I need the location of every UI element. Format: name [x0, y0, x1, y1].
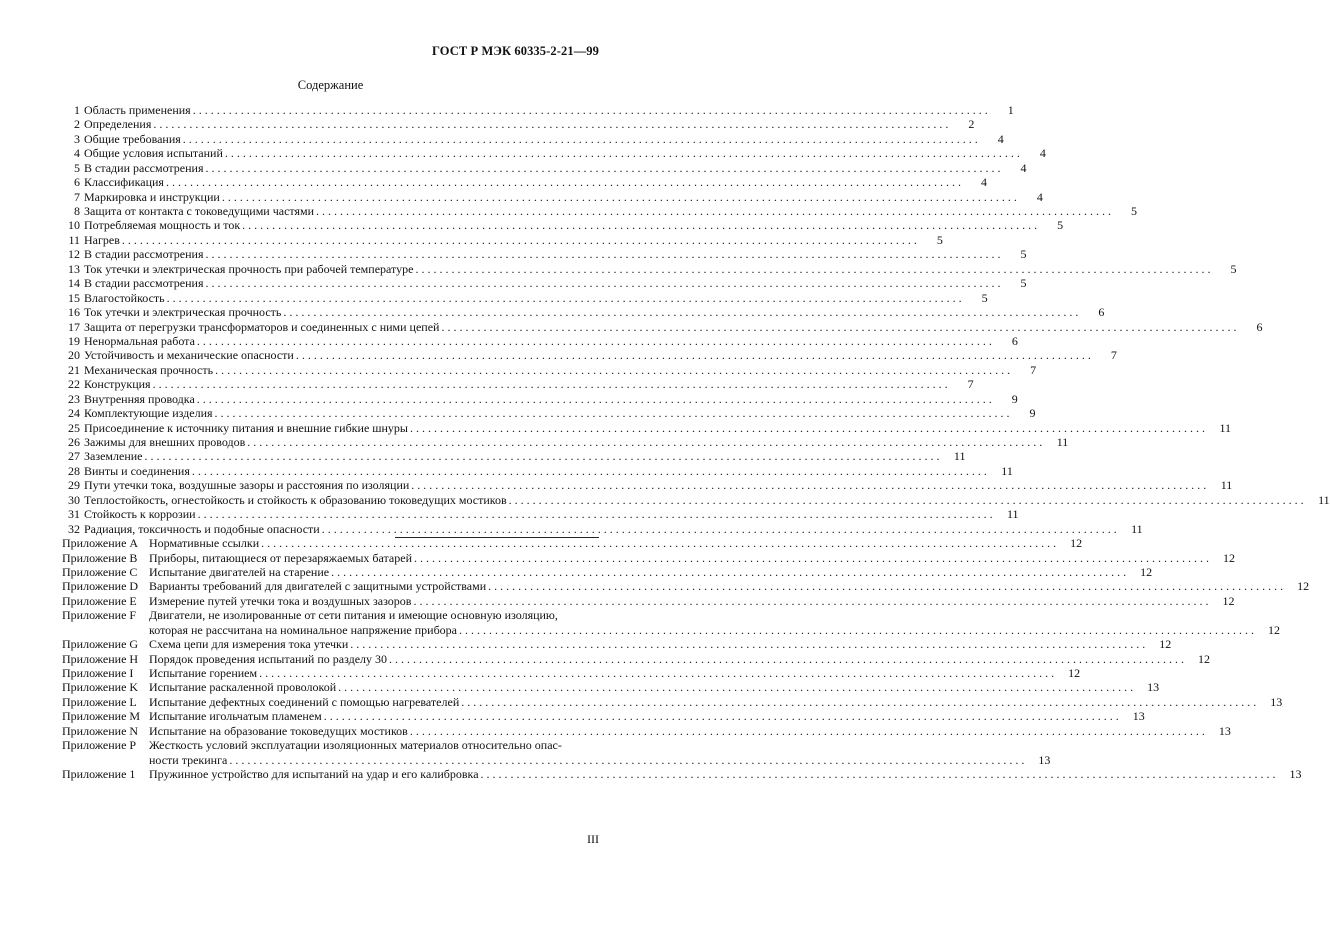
- section-number: 1: [74, 102, 80, 117]
- leader-dots: [259, 536, 1058, 550]
- page-ref: 6: [1098, 305, 1105, 320]
- section-title: В стадии рассмотрения: [84, 247, 204, 262]
- toc-entry[interactable]: [62, 247, 1027, 262]
- page-ref: 12: [1070, 536, 1083, 551]
- section-number: 10: [68, 218, 80, 233]
- section-title: Ненормальная работа: [84, 333, 195, 348]
- toc-entry[interactable]: [62, 449, 966, 464]
- appendix-letter: G: [129, 637, 139, 652]
- appendix-prefix: Приложение: [62, 536, 127, 551]
- leader-dots: [204, 161, 1003, 175]
- page-ref: 12: [1140, 564, 1153, 579]
- leader-dots: [151, 377, 950, 391]
- section-number: 21: [68, 362, 80, 377]
- toc-entry[interactable]: [62, 435, 1069, 450]
- toc-appendix-entry[interactable]: [62, 694, 1283, 709]
- toc-entry[interactable]: [62, 261, 1237, 276]
- appendix-label: [62, 594, 149, 608]
- page-ref: 11: [1318, 492, 1330, 507]
- appendix-prefix: Приложение: [62, 564, 127, 579]
- section-title: Общие требования: [84, 131, 181, 146]
- page-ref: 13: [1038, 752, 1051, 767]
- toc-entry[interactable]: [62, 406, 1036, 421]
- leader-dots: [486, 579, 1285, 593]
- page-ref: 9: [1029, 406, 1036, 421]
- appendix-prefix: Приложение: [62, 651, 127, 666]
- leader-dots: [314, 204, 1113, 218]
- leader-dots: [408, 421, 1207, 435]
- appendix-title: Схема цепи для измерения тока утечки: [149, 637, 349, 652]
- appendix-letter: D: [129, 579, 139, 594]
- section-number: 20: [68, 348, 80, 363]
- appendix-label: [62, 738, 149, 752]
- leader-dots: [320, 522, 1119, 536]
- page-ref: 5: [1131, 204, 1138, 219]
- appendix-prefix: Приложение: [62, 593, 127, 608]
- section-number: 15: [68, 290, 80, 305]
- appendix-title: Варианты требований для двигателей с защитными устройствами: [149, 579, 487, 594]
- page-ref: 6: [1011, 333, 1018, 348]
- toc-appendix-entry[interactable]: [62, 550, 1235, 565]
- section-number: 17: [68, 319, 80, 334]
- toc-entry[interactable]: [62, 131, 1004, 146]
- leader-dots: [204, 276, 1003, 290]
- appendix-title: Жесткость условий эксплуатации изоляционных материалов относительно опас-: [149, 738, 562, 753]
- section-number: 24: [68, 406, 80, 421]
- appendix-title: Пружинное устройство для испытаний на удар и его калибровка: [149, 767, 479, 782]
- page-ref: 7: [1110, 348, 1117, 363]
- appendix-title-block: [149, 608, 1280, 637]
- page-ref: 5: [981, 290, 988, 305]
- toc-entry[interactable]: [62, 521, 1143, 536]
- appendix-prefix: Приложение: [62, 666, 127, 681]
- appendix-title: Испытание на образование токоведущих мостиков: [149, 723, 408, 738]
- section-number: 12: [68, 247, 80, 262]
- leader-dots: [413, 262, 1212, 276]
- page-ref: 4: [980, 175, 987, 190]
- appendix-prefix: Приложение: [62, 723, 127, 738]
- leader-dots: [181, 132, 980, 146]
- page-ref: 12: [1297, 579, 1310, 594]
- section-number: 6: [74, 175, 80, 190]
- toc-entry[interactable]: [62, 290, 988, 305]
- appendix-letter: I: [129, 666, 134, 681]
- appendix-label: [62, 709, 149, 723]
- leader-dots: [164, 175, 963, 189]
- table-of-contents: [62, 102, 1330, 782]
- section-title: Механическая прочность: [84, 362, 214, 377]
- appendix-label: [62, 551, 149, 565]
- appendix-prefix: Приложение: [62, 738, 127, 753]
- section-number: 5: [74, 160, 80, 175]
- appendix-title: Испытание игольчатым пламенем: [149, 709, 322, 724]
- appendix-title-continued-line: [149, 753, 1050, 767]
- section-number: 32: [68, 521, 80, 536]
- page-ref: 4: [1036, 189, 1043, 204]
- appendix-title: Испытание двигателей на старение: [149, 564, 330, 579]
- page-ref: 1: [1007, 102, 1014, 117]
- page-ref: 11: [953, 449, 966, 464]
- page-ref: 12: [1198, 651, 1211, 666]
- toc-entry[interactable]: [62, 276, 1027, 291]
- appendix-prefix: Приложение: [62, 694, 127, 709]
- section-title: Присоединение к источнику питания и внешние гибкие шнуры: [84, 420, 408, 435]
- appendix-title-continued-line: [149, 623, 1280, 637]
- appendix-title: Испытание дефектных соединений с помощью нагревателей: [149, 694, 460, 709]
- page-ref: 6: [1256, 319, 1263, 334]
- page-ref: 5: [1020, 247, 1027, 262]
- section-title: Потребляемая мощность и ток: [84, 218, 241, 233]
- appendix-label: [62, 652, 149, 666]
- appendix-letter: P: [129, 738, 137, 753]
- toc-entry[interactable]: [62, 507, 1019, 522]
- leader-dots: [196, 507, 995, 521]
- toc-appendix-entry[interactable]: [62, 767, 1302, 782]
- page-ref: 5: [1020, 276, 1027, 291]
- page-ref: 11: [1220, 478, 1233, 493]
- appendix-prefix: Приложение: [62, 550, 127, 565]
- page-ref: 4: [1039, 146, 1046, 161]
- section-title: Стойкость к коррозии: [84, 507, 196, 522]
- toc-entry[interactable]: [62, 232, 943, 247]
- section-title: Винты и соединения: [84, 463, 190, 478]
- section-title: Влагостойкость: [84, 290, 165, 305]
- appendix-prefix: Приложение: [62, 608, 127, 623]
- leader-dots: [409, 478, 1208, 492]
- section-number: 23: [68, 391, 80, 406]
- page-ref: 13: [1147, 680, 1160, 695]
- leader-dots: [195, 392, 994, 406]
- section-title: Область применения: [84, 102, 191, 117]
- toc-appendix-entry[interactable]: [62, 680, 1160, 695]
- leader-dots: [120, 233, 919, 247]
- appendix-title-continued: ности трекинга: [149, 752, 228, 767]
- page-ref: 11: [1131, 521, 1143, 536]
- toc-entry[interactable]: [62, 492, 1330, 507]
- leader-dots: [281, 305, 1080, 319]
- page-ref: 5: [936, 232, 943, 247]
- toc-entry[interactable]: [62, 420, 1231, 435]
- toc-appendix-entry[interactable]: [62, 666, 1081, 681]
- appendix-title: Измерение путей утечки тока и воздушных зазоров: [149, 593, 412, 608]
- page-ref: 9: [1011, 391, 1018, 406]
- section-number: 30: [68, 492, 80, 507]
- leader-dots: [151, 117, 950, 131]
- page-ref: 4: [1020, 160, 1027, 175]
- section-number: 31: [68, 507, 80, 522]
- appendix-letter: F: [129, 608, 137, 623]
- leader-dots: [348, 637, 1147, 651]
- toc-appendix-entry[interactable]: [62, 723, 1231, 738]
- appendix-letter: H: [129, 651, 139, 666]
- section-title: Маркировка и инструкции: [84, 189, 220, 204]
- page-ref: 11: [1007, 507, 1019, 522]
- leader-dots: [257, 666, 1056, 680]
- page-ref: 12: [1268, 622, 1281, 637]
- section-number: 26: [68, 435, 80, 450]
- section-number: 11: [68, 232, 80, 247]
- toc-entry[interactable]: [62, 102, 1014, 117]
- leader-dots: [213, 363, 1012, 377]
- toc-entry[interactable]: [62, 478, 1233, 493]
- page-ref: 12: [1159, 637, 1172, 652]
- page-ref: 5: [1057, 218, 1064, 233]
- page-ref: 12: [1068, 666, 1081, 681]
- leader-dots: [245, 435, 1044, 449]
- section-number: 16: [68, 305, 80, 320]
- appendix-title: Двигатели, не изолированные от сети питания и имеющие основную изоляцию,: [149, 608, 558, 623]
- appendix-letter: 1: [129, 767, 136, 782]
- appendix-letter: N: [129, 723, 139, 738]
- appendix-title-continued: которая не рассчитана на номинальное напряжение прибора: [149, 622, 458, 637]
- appendix-label: [62, 695, 149, 709]
- appendix-label: [62, 724, 149, 738]
- page-ref: 7: [967, 377, 974, 392]
- leader-dots: [220, 190, 1019, 204]
- appendix-label: [62, 565, 149, 579]
- appendix-title: Порядок проведения испытаний по разделу 30: [149, 651, 388, 666]
- section-number: 22: [68, 377, 80, 392]
- toc-entry[interactable]: [62, 160, 1027, 175]
- leader-dots: [213, 406, 1012, 420]
- section-title: Радиация, токсичность и подобные опасности: [84, 521, 320, 536]
- toc-appendix-entry[interactable]: [62, 738, 1051, 767]
- appendix-letter: L: [129, 694, 137, 709]
- toc-entry[interactable]: [62, 218, 1064, 233]
- section-number: 19: [68, 333, 80, 348]
- toc-appendix-entry[interactable]: [62, 651, 1211, 666]
- toc-entry[interactable]: [62, 333, 1018, 348]
- appendix-label: [62, 767, 149, 781]
- leader-dots: [191, 103, 990, 117]
- section-title: Конструкция: [84, 377, 151, 392]
- page-ref: 11: [1001, 463, 1013, 478]
- page-ref: 4: [997, 131, 1004, 146]
- appendix-letter: M: [129, 709, 141, 724]
- toc-entry[interactable]: [62, 348, 1117, 363]
- appendix-prefix: Приложение: [62, 637, 127, 652]
- toc-entry[interactable]: [62, 319, 1263, 334]
- section-title: Заземление: [84, 449, 143, 464]
- leader-dots: [329, 565, 1128, 579]
- toc-appendix-entry[interactable]: [62, 593, 1235, 608]
- page-ref: 2: [968, 117, 975, 132]
- section-number: 4: [74, 146, 80, 161]
- leader-dots: [387, 652, 1186, 666]
- page-ref: 13: [1218, 723, 1231, 738]
- appendix-letter: K: [129, 680, 139, 695]
- section-number: 25: [68, 420, 80, 435]
- toc-appendix-entry[interactable]: [62, 637, 1172, 652]
- leader-dots: [204, 247, 1003, 261]
- page-ref: 13: [1270, 694, 1283, 709]
- appendix-label: [62, 536, 149, 550]
- separator-rule: [395, 537, 599, 538]
- leader-dots: [142, 449, 941, 463]
- appendix-prefix: Приложение: [62, 767, 127, 782]
- toc-entry[interactable]: [62, 377, 974, 392]
- appendix-label: [62, 637, 149, 651]
- page-ref: 12: [1222, 593, 1235, 608]
- leader-dots: [240, 218, 1039, 232]
- leader-dots: [223, 146, 1022, 160]
- appendix-label: [62, 579, 149, 593]
- toc-appendix-entry[interactable]: [62, 709, 1145, 724]
- appendix-title: Нормативные ссылки: [149, 536, 260, 551]
- section-title: Пути утечки тока, воздушные зазоры и расстояния по изоляции: [84, 478, 410, 493]
- section-title: Ток утечки и электрическая прочность: [84, 305, 282, 320]
- toc-entry[interactable]: [62, 463, 1013, 478]
- section-number: 14: [68, 276, 80, 291]
- appendix-prefix: Приложение: [62, 579, 127, 594]
- page-ref: 12: [1223, 550, 1235, 565]
- leader-dots: [439, 320, 1238, 334]
- toc-entry[interactable]: [62, 362, 1037, 377]
- page-ref: 11: [1219, 420, 1231, 435]
- section-title: Устойчивость и механические опасности: [84, 348, 294, 363]
- section-number: 28: [68, 463, 80, 478]
- leader-dots: [457, 623, 1256, 637]
- page-title: Содержание: [297, 78, 364, 92]
- section-number: 29: [68, 478, 80, 493]
- toc-appendix-entry[interactable]: [62, 579, 1310, 594]
- section-number: 2: [74, 117, 80, 132]
- appendix-prefix: Приложение: [62, 680, 127, 695]
- page-ref: 7: [1030, 362, 1037, 377]
- appendix-label: [62, 666, 149, 680]
- leader-dots: [408, 724, 1207, 738]
- section-title: Защита от перегрузки трансформаторов и соединенных с ними цепей: [84, 319, 440, 334]
- appendix-title-block: [149, 738, 1050, 767]
- leader-dots: [190, 464, 989, 478]
- section-title: Внутренняя проводка: [84, 391, 195, 406]
- toc-entry[interactable]: [62, 204, 1138, 219]
- appendix-letter: C: [129, 564, 138, 579]
- toc-entry[interactable]: [62, 391, 1018, 406]
- section-number: 13: [68, 261, 80, 276]
- section-title: Защита от контакта с токоведущими частями: [84, 204, 315, 219]
- toc-entry[interactable]: [62, 146, 1046, 161]
- section-title: Нагрев: [84, 232, 120, 247]
- section-title: Классификация: [84, 175, 164, 190]
- toc-entry[interactable]: [62, 117, 975, 132]
- toc-appendix-entry[interactable]: [62, 536, 1083, 551]
- page-ref: 11: [1056, 435, 1069, 450]
- leader-dots: [227, 753, 1026, 767]
- appendix-title: Испытание горением: [149, 666, 258, 681]
- toc-entry[interactable]: [62, 189, 1043, 204]
- toc-entry[interactable]: [62, 175, 987, 190]
- section-title: Зажимы для внешних проводов: [84, 435, 246, 450]
- appendix-letter: E: [129, 593, 137, 608]
- appendix-label: [62, 608, 149, 622]
- section-number: 3: [74, 131, 80, 146]
- section-title: Комплектующие изделия: [84, 406, 213, 421]
- leader-dots: [294, 348, 1093, 362]
- section-title: Определения: [84, 117, 152, 132]
- page-number: III: [587, 832, 599, 846]
- section-number: 7: [74, 189, 80, 204]
- leader-dots: [507, 493, 1306, 507]
- section-title: Ток утечки и электрическая прочность при рабочей температуре: [84, 261, 414, 276]
- section-title: Теплостойкость, огнестойкость и стойкость к образованию токоведущих мостиков: [84, 492, 507, 507]
- leader-dots: [336, 680, 1135, 694]
- page-ref: 13: [1289, 767, 1302, 782]
- appendix-title: Приборы, питающиеся от перезаряжаемых батарей: [149, 550, 412, 565]
- leader-dots: [195, 334, 994, 348]
- appendix-label: [62, 680, 149, 694]
- page-ref: 13: [1132, 709, 1145, 724]
- appendix-title: Испытание раскаленной проволокой: [149, 680, 337, 695]
- leader-dots: [322, 709, 1121, 723]
- section-title: В стадии рассмотрения: [84, 276, 204, 291]
- document-code: ГОСТ Р МЭК 60335-2-21—99: [432, 44, 599, 58]
- appendix-letter: B: [129, 550, 138, 565]
- leader-dots: [479, 767, 1278, 781]
- section-title: В стадии рассмотрения: [84, 160, 204, 175]
- leader-dots: [411, 594, 1210, 608]
- section-title: Общие условия испытаний: [84, 146, 223, 161]
- section-number: 8: [74, 204, 80, 219]
- leader-dots: [165, 291, 964, 305]
- page-ref: 5: [1230, 261, 1237, 276]
- toc-appendix-entry[interactable]: [62, 608, 1281, 637]
- appendix-prefix: Приложение: [62, 709, 127, 724]
- section-number: 27: [68, 449, 80, 464]
- toc-entry[interactable]: [62, 305, 1105, 320]
- toc-appendix-entry[interactable]: [62, 564, 1153, 579]
- leader-dots: [459, 695, 1258, 709]
- leader-dots: [412, 551, 1211, 565]
- appendix-letter: A: [129, 536, 139, 551]
